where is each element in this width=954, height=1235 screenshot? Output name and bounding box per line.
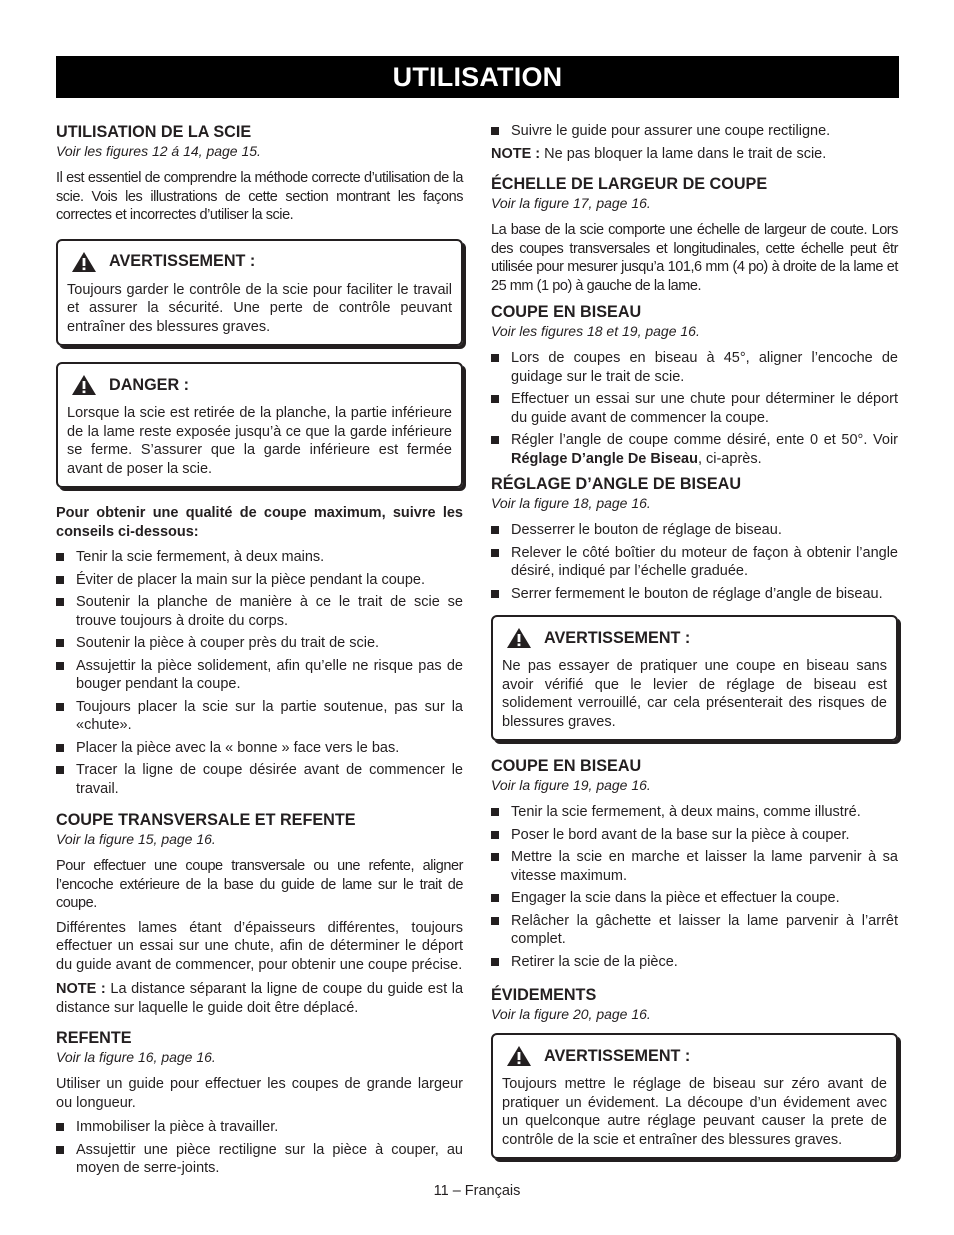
section-title: COUPE TRANSVERSALE ET REFENTE: [56, 811, 356, 829]
refente-list: [56, 1118, 463, 1178]
warning-header: [506, 627, 887, 649]
list-item: Tenir la scie fermement, à deux mains.: [56, 548, 463, 567]
figure-reference: Voir la figure 19, page 16.: [491, 777, 651, 793]
warning-triangle-icon: [71, 374, 97, 396]
warning-text: Toujours mettre le réglage de biseau sur zéro avant de pratiquer un évidement. La découpe d’un évidement avec un quelconque autre réglage peuvant causer la prete de contrôle de la scie et entraîner des blessures graves.: [502, 1076, 887, 1148]
warning-triangle-icon: [506, 1045, 532, 1067]
list-item: Tenir la scie fermement, à deux mains, comme illustré.: [491, 803, 898, 822]
figure-reference: Voir la figure 18, page 16.: [491, 495, 651, 511]
danger-box: [56, 362, 463, 488]
warning-triangle-icon: [71, 251, 97, 273]
paragraph: Il est essentiel de comprendre la méthode correcte d’utilisation de la scie. Vois les illustrations de cette section montrant les façons correctes et incorrectes d’utiliser la scie.: [56, 170, 463, 223]
list-item: Assujettir la pièce solidement, afin qu’elle ne risque pas de bouger pendant la coupe.: [56, 657, 463, 694]
warning-box: [491, 1033, 898, 1159]
warning-header: [506, 1045, 887, 1067]
warning-box: [56, 239, 463, 347]
section-title: REFENTE: [56, 1029, 132, 1047]
figure-reference: Voir les figures 12 á 14, page 15.: [56, 143, 261, 159]
paragraph: Pour effectuer une coupe transversale ou une refente, aligner l’encoche extérieure de la base du guide de lame sur le trait de coupe.: [56, 858, 463, 911]
warning-title: AVERTISSEMENT :: [109, 252, 256, 271]
note-text: La distance séparant la ligne de coupe du guide est la distance sur laquelle le guide doit être déplacé.: [56, 981, 464, 1016]
section-banner: [56, 56, 899, 98]
list-item: Serrer fermement le bouton de réglage d’angle de biseau.: [491, 585, 898, 604]
list-item: Immobiliser la pièce à travailler.: [56, 1118, 463, 1137]
right-column: [491, 122, 898, 1159]
list-item: Relâcher la gâchette et laisser la lame parvenir à l’arrêt complet.: [491, 912, 898, 949]
paragraph: Différentes lames étant d’épaisseurs différentes, toujours effectuer un essai sur une chute, afin de déterminer le déport du guide avant de commencer, pour obtenir une coupe précise.: [56, 919, 463, 973]
warning-title: AVERTISSEMENT :: [544, 1046, 691, 1065]
item-text: Régler l’angle de coupe comme désiré, ente 0 et 50°. Voir: [511, 432, 898, 448]
list-item: Desserrer le bouton de réglage de biseau.: [491, 521, 898, 540]
list-item: Suivre le guide pour assurer une coupe rectiligne.: [491, 122, 898, 141]
figure-reference: Voir la figure 16, page 16.: [56, 1049, 216, 1065]
list-item: Assujettir une pièce rectiligne sur la pièce à couper, au moyen de serre-joints.: [56, 1141, 463, 1178]
list-item: Lors de coupes en biseau à 45°, aligner l’encoche de guidage sur le trait de scie.: [491, 349, 898, 386]
note-label: NOTE :: [56, 981, 106, 997]
danger-title: DANGER :: [109, 375, 190, 394]
list-item: Relever le côté boîtier du moteur de façon à obtenir l’angle désiré, indiqué par l’échelle graduée.: [491, 544, 898, 581]
list-item: Mettre la scie en marche et laisser la lame parvenir à sa vitesse maximum.: [491, 848, 898, 885]
reglage-list: [491, 521, 898, 603]
continued-list: [491, 122, 898, 141]
figure-reference: Voir la figure 20, page 16.: [491, 1006, 651, 1022]
warning-title: AVERTISSEMENT :: [544, 628, 691, 647]
danger-text: Lorsque la scie est retirée de la planche, la partie inférieure de la lame reste exposée jusqu’à ce que la garde inférieure se ferme. S’assurer que la garde inférieure est fermée avant de poser la scie.: [67, 405, 452, 477]
figure-reference: Voir la figure 17, page 16.: [491, 195, 651, 211]
list-item: Tracer la ligne de coupe désirée avant de commencer le travail.: [56, 761, 463, 798]
list-item: Retirer la scie de la pièce.: [491, 953, 898, 972]
page-title: UTILISATION: [392, 62, 563, 92]
section-title: COUPE EN BISEAU: [491, 303, 642, 321]
note-label: NOTE :: [491, 145, 541, 162]
tips-lead: Pour obtenir une qualité de coupe maximum, suivre les conseils ci-dessous:: [56, 505, 463, 540]
list-item: Soutenir la planche de manière à ce le trait de scie se trouve toujours à droite du corps.: [56, 593, 463, 630]
note-paragraph: [56, 980, 463, 1017]
note-paragraph: [491, 145, 898, 164]
tips-list: [56, 548, 463, 798]
paragraph: Utiliser un guide pour effectuer les coupes de grande largeur ou longueur.: [56, 1076, 463, 1111]
warning-text: Toujours garder le contrôle de la scie pour faciliter le travail et assurer la sécurité. Une perte de contrôle peuvant entraîner des blessures graves.: [67, 281, 452, 335]
figure-reference: Voir les figures 18 et 19, page 16.: [491, 323, 700, 339]
warning-header: [71, 251, 452, 273]
list-item: Toujours placer la scie sur la partie soutenue, pas sur la «chute».: [56, 698, 463, 735]
section-title: UTILISATION DE LA SCIE: [56, 123, 252, 141]
list-item: Poser le bord avant de la base sur la pièce à couper.: [491, 826, 898, 845]
list-item: Effectuer un essai sur une chute pour déterminer le déport du guide avant de commencer la coupe.: [491, 390, 898, 427]
note-text: Ne pas bloquer la lame dans le trait de scie.: [540, 145, 827, 162]
page-footer: 11 – Français: [433, 1183, 521, 1199]
biseau-list: [491, 349, 898, 468]
section-title: COUPE EN BISEAU: [491, 757, 642, 775]
warning-text: Ne pas essayer de pratiquer une coupe en biseau sans avoir vérifié que le levier de réglage de biseau est solidement verrouillé, car cela présenterait des risques de blessures graves.: [502, 658, 887, 730]
section-title: RÉGLAGE D’ANGLE DE BISEAU: [491, 475, 742, 493]
list-item: Engager la scie dans la pièce et effectuer la coupe.: [491, 889, 898, 908]
list-item: Placer la pièce avec la « bonne » face vers le bas.: [56, 739, 463, 758]
coupe-list: [491, 803, 898, 971]
left-column: [56, 123, 463, 1182]
item-bold: Réglage D’angle De Biseau: [511, 450, 698, 467]
figure-reference: Voir la figure 15, page 16.: [56, 831, 216, 847]
section-title: ÉVIDEMENTS: [491, 986, 597, 1004]
danger-header: [71, 374, 452, 396]
section-title: ÉCHELLE DE LARGEUR DE COUPE: [491, 175, 768, 193]
paragraph: La base de la scie comporte une échelle de largeur de coute. Lors des coupes transversales et longitudinales, cette échelle peut êtr utilisée pour mesurer jusqu’a 101,6 mm (4 po) à droite de la lame et 25 mm (1 po) à gauche de la lame.: [491, 222, 898, 294]
list-item: Soutenir la pièce à couper près du trait de scie.: [56, 634, 463, 653]
item-tail: , ci-après.: [697, 450, 762, 467]
list-item: [491, 431, 898, 468]
list-item: Éviter de placer la main sur la pièce pendant la coupe.: [56, 571, 463, 590]
warning-box: [491, 615, 898, 741]
warning-triangle-icon: [506, 627, 532, 649]
